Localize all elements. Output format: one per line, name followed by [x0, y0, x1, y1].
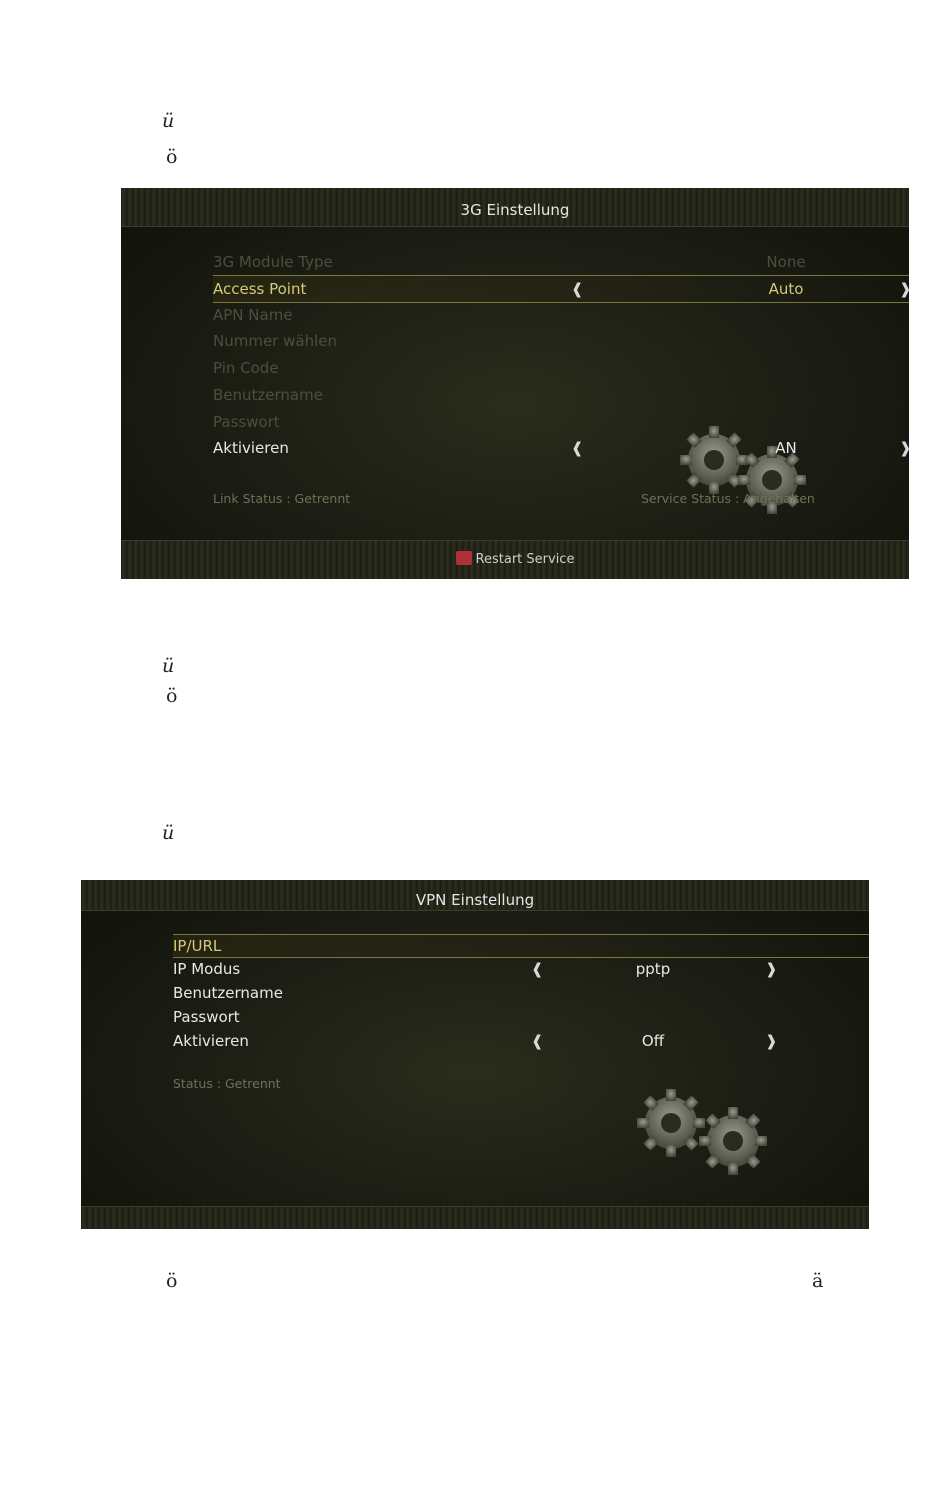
page-glyph-a-umlaut: ä — [812, 1270, 824, 1292]
page-glyph-o-umlaut: ö — [166, 146, 178, 168]
row-label: Access Point — [213, 280, 307, 298]
row-value: pptp — [635, 960, 671, 978]
row-activate[interactable] — [173, 1030, 869, 1052]
screen-title: VPN Einstellung — [415, 891, 535, 909]
row-ip-mode[interactable] — [173, 958, 869, 980]
vpn-status: Status : Getrennt — [173, 1076, 281, 1091]
row-label: Aktivieren — [213, 439, 289, 457]
row-label: IP Modus — [173, 960, 241, 978]
page-glyph-u-umlaut: ü — [162, 822, 175, 844]
row-label: APN Name — [213, 306, 293, 324]
row-dial-number[interactable] — [213, 328, 833, 354]
right-arrow-icon[interactable]: ❱ — [765, 1032, 778, 1050]
screen-3g-settings — [121, 188, 912, 579]
right-arrow-icon[interactable]: ❱ — [899, 439, 912, 457]
link-status: Link Status : Getrennt — [213, 491, 351, 506]
row-activate[interactable] — [213, 435, 912, 461]
row-value: None — [766, 253, 806, 271]
row-value: AN — [775, 439, 797, 457]
gears-icon — [629, 1085, 789, 1185]
row-value: Auto — [768, 280, 804, 298]
row-password[interactable] — [213, 409, 833, 435]
row-label: Pin Code — [213, 359, 279, 377]
page-glyph-o-umlaut: ö — [166, 685, 178, 707]
row-label: IP/URL — [173, 937, 222, 955]
right-arrow-icon[interactable]: ❱ — [765, 960, 778, 978]
row-label: Benutzername — [173, 984, 283, 1002]
left-arrow-icon[interactable]: ❰ — [531, 960, 544, 978]
row-label: Passwort — [173, 1008, 240, 1026]
row-label: Passwort — [213, 413, 280, 431]
row-access-point[interactable] — [213, 275, 912, 303]
row-pin-code[interactable] — [213, 355, 833, 381]
page-glyph-o-umlaut: ö — [166, 1270, 178, 1292]
screen-vpn-settings — [81, 880, 869, 1229]
left-arrow-icon[interactable]: ❰ — [571, 439, 584, 457]
row-apn-name[interactable] — [213, 302, 833, 328]
row-username[interactable] — [173, 982, 869, 1004]
row-ip-url[interactable] — [173, 934, 869, 958]
screen-title: 3G Einstellung — [460, 201, 570, 219]
footer-bar — [81, 1206, 869, 1229]
row-label: 3G Module Type — [213, 253, 333, 271]
row-3g-module-type — [213, 249, 833, 275]
right-arrow-icon[interactable]: ❱ — [899, 280, 912, 298]
left-arrow-icon[interactable]: ❰ — [571, 280, 584, 298]
red-key-icon — [456, 551, 472, 565]
row-password[interactable] — [173, 1006, 869, 1028]
row-label: Nummer wählen — [213, 332, 337, 350]
page-glyph-u-umlaut: ü — [162, 655, 175, 677]
service-status: Service Status : Angehalten — [641, 491, 815, 506]
row-label: Aktivieren — [173, 1032, 249, 1050]
row-value: Off — [641, 1032, 665, 1050]
row-username[interactable] — [213, 382, 833, 408]
page-glyph-u-umlaut: ü — [162, 110, 175, 132]
left-arrow-icon[interactable]: ❰ — [531, 1032, 544, 1050]
restart-service-button[interactable] — [121, 551, 909, 567]
restart-service-label: Restart Service — [475, 552, 575, 567]
row-label: Benutzername — [213, 386, 323, 404]
